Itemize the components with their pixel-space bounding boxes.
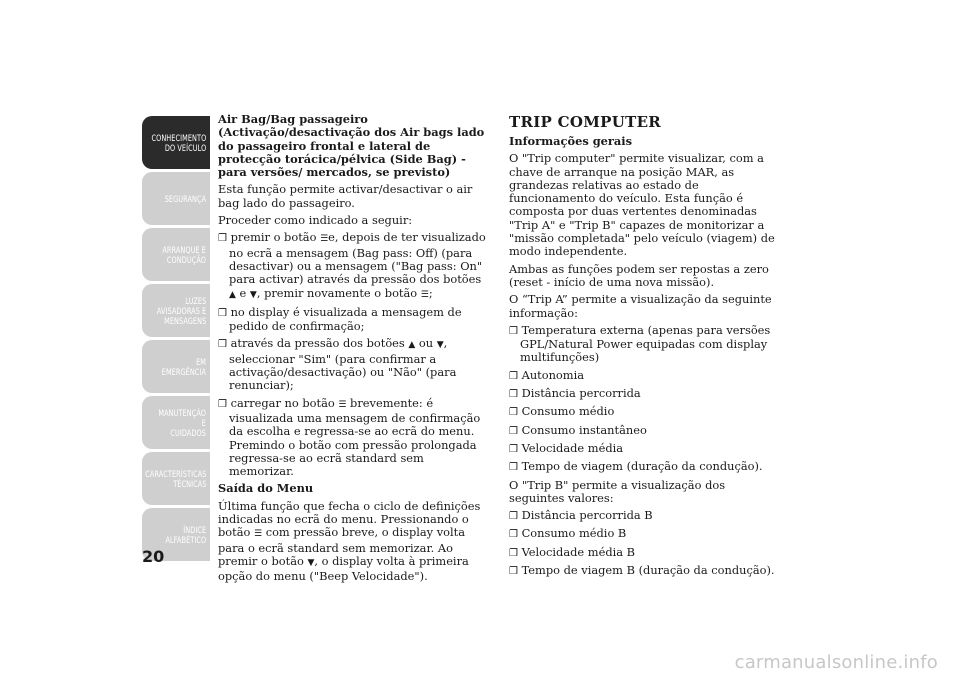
text: Tempo de viagem (duração da condução). <box>521 459 763 474</box>
menu-esc-button-icon: ☰ <box>254 529 263 540</box>
text: no display é visualizada a mensagem de pedido de confirmação; <box>229 304 462 334</box>
up-plus-button-icon: ▲ <box>229 289 236 300</box>
tab-caracteristicas-tecnicas[interactable] <box>142 452 210 505</box>
text: com pressão breve, o display volta para o ecrã standard sem memorizar. Ao premir o botão <box>218 525 466 568</box>
tab-conhecimento-do-veiculo[interactable] <box>142 116 210 169</box>
down-minus-button-icon: ▼ <box>307 557 315 568</box>
list-item <box>509 564 781 578</box>
text: Distância percorrida <box>521 386 641 401</box>
text: e, depois de ter visualizado no ecrã a mensagem (Bag pass: Off) (para desactivar) ou a mensagem ("Bag pass: On" para activar) através da pressão dos botões <box>229 230 486 287</box>
section-subtitle: Informações gerais <box>509 134 633 148</box>
checkbox-bullet-icon: ❒ <box>509 425 518 437</box>
text: e <box>235 285 250 300</box>
up-plus-button-icon: ▲ <box>408 340 416 351</box>
tab-label: CONHECIMENTO DO VEÍCULO <box>151 132 206 153</box>
text: premir o botão <box>230 230 321 245</box>
menu-esc-button-icon: ☰ <box>338 399 347 410</box>
checkbox-bullet-icon: ❒ <box>218 307 227 319</box>
left-column <box>218 113 490 588</box>
paragraph: Proceder como indicado a seguir: <box>218 213 413 228</box>
text: , premir novamente o botão <box>256 285 421 300</box>
text: Velocidade média <box>521 440 624 455</box>
paragraph: Ambas as funções podem ser repostas a zero (reset - início de uma nova missão). <box>509 261 769 289</box>
text: carregar no botão <box>230 395 339 410</box>
paragraph: O "Trip B" permite a visualização dos seguintes valores: <box>509 477 726 505</box>
text: Autonomia <box>521 367 585 382</box>
list-item <box>218 337 490 392</box>
paragraph <box>218 500 490 584</box>
tab-label: CARACTERÍSTICAS TÉCNICAS <box>144 468 206 489</box>
list-item <box>509 460 781 474</box>
list-item <box>218 306 490 334</box>
list-item <box>509 527 781 541</box>
tab-label: ÍNDICE ALFABÉTICO <box>165 524 206 545</box>
paragraph: O "Trip computer" permite visualizar, com a chave de arranque na posição MAR, as grandezas relativas ao estado de funcionamento do veículo. Esta função é composta por duas vertentes denominadas "Trip A" e "Trip B" capazes de monitorizar a "missão completada" pelo veículo (viagem) de modo independente. <box>509 151 775 259</box>
down-minus-button-icon: ▼ <box>436 340 444 351</box>
checkbox-bullet-icon: ❒ <box>218 339 227 351</box>
checkbox-bullet-icon: ❒ <box>509 462 518 474</box>
text: Consumo médio <box>521 404 615 419</box>
watermark: carmanualsonline.info <box>734 652 938 673</box>
text: , o display volta à primeira opção do menu ("Beep Velocidade"). <box>218 553 469 584</box>
text: Temperatura externa (apenas para versões GPL/Natural Power equipadas com display multifunções) <box>520 322 771 365</box>
right-column <box>509 113 781 582</box>
checkbox-bullet-icon: ❒ <box>509 443 518 455</box>
text: Distância percorrida B <box>521 508 653 523</box>
text: Última função que fecha o ciclo de definições indicadas no ecrã do menu. Pressionando o botão <box>218 498 481 540</box>
tab-manutencao-e-cuidados[interactable] <box>142 396 210 449</box>
tab-label: LUZES AVISADORAS E MENSAGENS <box>156 295 206 326</box>
list-item <box>509 546 781 560</box>
tab-label: EM EMERGÊNCIA <box>161 356 206 377</box>
text: brevemente: é visualizada uma mensagem de confirmação da escolha e regressa-se ao ecrã do menu. Premindo o botão com pressão prolongada regressa-se ao ecrã standard sem memorizar. <box>229 395 481 479</box>
checkbox-bullet-icon: ❒ <box>509 566 518 578</box>
list-item <box>218 231 490 301</box>
menu-esc-button-icon: ☰ <box>420 289 429 300</box>
checkbox-bullet-icon: ❒ <box>218 398 227 410</box>
checkbox-bullet-icon: ❒ <box>509 529 518 541</box>
checkbox-bullet-icon: ❒ <box>509 547 518 559</box>
text: Consumo médio B <box>521 526 627 541</box>
list-item <box>509 509 781 523</box>
chapter-tabs <box>142 116 210 564</box>
checkbox-bullet-icon: ❒ <box>509 511 518 523</box>
checkbox-bullet-icon: ❒ <box>509 370 518 382</box>
text: Tempo de viagem B (duração da condução). <box>521 563 775 578</box>
tab-em-emergencia[interactable] <box>142 340 210 393</box>
list-item <box>509 387 781 401</box>
checkbox-bullet-icon: ❒ <box>218 233 227 245</box>
text: ; <box>428 285 433 300</box>
text: , seleccionar "Sim" (para confirmar a activação/desactivação) ou "Não" (para renunciar); <box>229 336 457 393</box>
tab-label: SEGURANÇA <box>164 193 206 204</box>
list-item <box>509 405 781 419</box>
page-number: 20 <box>142 547 165 566</box>
checkbox-bullet-icon: ❒ <box>509 325 518 337</box>
section-subtitle: Saída do Menu <box>218 481 314 496</box>
page-title: TRIP COMPUTER <box>509 113 662 131</box>
text: Velocidade média B <box>521 544 636 559</box>
paragraph: O “Trip A” permite a visualização da seguinte informação: <box>509 292 772 320</box>
section-heading: Air Bag/Bag passageiro (Activação/desactivação dos Air bags lado do passageiro frontal e lateral de protecção torácica/pélvica (Side Bag) - para versões/ mercados, se previsto) <box>218 112 485 180</box>
down-minus-button-icon: ▼ <box>249 289 257 300</box>
paragraph: Esta função permite activar/desactivar o air bag lado do passageiro. <box>218 182 473 210</box>
tab-label: MANUTENÇÃO E CUIDADOS <box>158 407 206 438</box>
list-item <box>218 397 490 479</box>
text: através da pressão dos botões <box>230 336 409 351</box>
list-item <box>509 369 781 383</box>
checkbox-bullet-icon: ❒ <box>509 407 518 419</box>
list-item <box>509 324 781 365</box>
list-item <box>509 424 781 438</box>
tab-luzes-avisadoras[interactable] <box>142 284 210 337</box>
list-item <box>509 442 781 456</box>
text: Consumo instantâneo <box>521 422 647 437</box>
checkbox-bullet-icon: ❒ <box>509 389 518 401</box>
tab-arranque-e-conducao[interactable] <box>142 228 210 281</box>
tab-label: ARRANQUE E CONDUÇÃO <box>162 244 206 265</box>
menu-esc-button-icon: ☰ <box>320 234 329 245</box>
text: ou <box>415 336 437 351</box>
tab-seguranca[interactable] <box>142 172 210 225</box>
